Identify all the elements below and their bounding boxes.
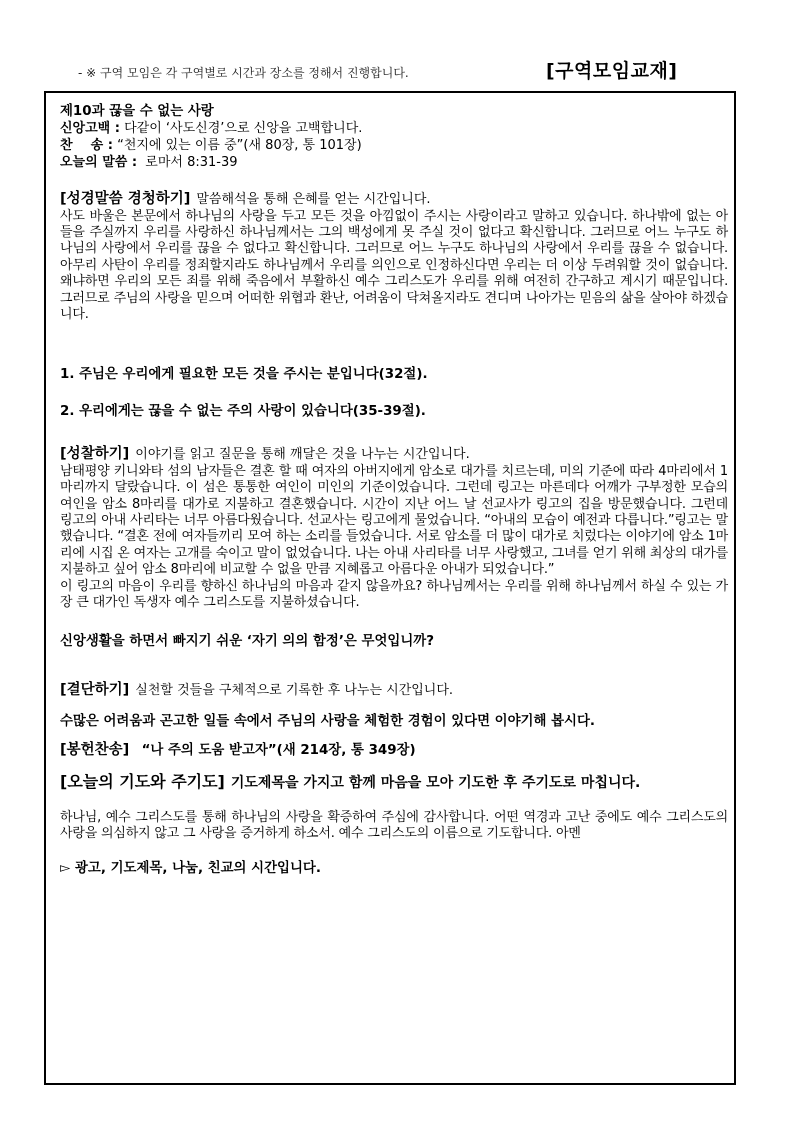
top-note: - ※ 구역 모임은 각 구역별로 시간과 장소를 정해서 진행합니다.	[78, 66, 409, 80]
bible-study-section	[60, 191, 728, 323]
closing-note: ▻ 광고, 기도제목, 나눔, 친교의 시간입니다.	[60, 860, 321, 876]
point-2: 2. 우리에게는 끊을 수 없는 주의 사랑이 있습니다(35-39절).	[60, 403, 426, 419]
lesson-title: 제10과 끊을 수 없는 사랑	[60, 104, 214, 119]
decision-desc: 실천할 것들을 구체적으로 기록한 후 나누는 시간입니다.	[135, 683, 454, 698]
prayer-heading	[60, 771, 728, 793]
reflection-desc: 이야기를 읽고 질문을 통해 깨달은 것을 나누는 시간입니다.	[135, 447, 470, 463]
reflection-tag: [성찰하기]	[60, 446, 130, 463]
reflection-section	[60, 446, 728, 611]
lesson-content	[60, 103, 728, 877]
bible-study-body: 사도 바울은 본문에서 하나님의 사랑을 두고 모든 것을 아낌없이 주시는 사랑이라고 말하고 있습니다. 하나밖에 없는 아들을 주실까지 우리를 사랑하신 하나님께서는 그의 백성에게 못 주실 것이 없다고 확신합니다. 그러므로 어느 누구도 하나님의 사랑에서 우리를 끊을 수 없다고 확신합니다. 그러므로 어느 누구도 하나님의 사랑에서 우리를 끊을 수 없습니다. 아무리 사탄이 우리를 정죄할지라도 하나님께서 우리를 의인으로 인정하신다면 우리는 더 이상 두려워할 것이 없습니다. 왜냐하면 우리의 모든 죄를 위해 죽음에서 부활하신 예수 그리스도가 우리를 위해 여전히 간구하고 계시기 때문입니다. 그러므로 주님의 사랑을 믿으며 어떠한 위협과 환난, 어려움이 닥쳐올지라도 견디며 나아가는 믿음의 삶을 살아야 하겠습니다.	[60, 208, 728, 322]
scripture-label: 오늘의 말씀 :	[60, 155, 138, 170]
creed-line	[60, 120, 728, 137]
offering-hymn-line	[60, 742, 728, 760]
reflection-question: 신앙생활을 하면서 빠지기 쉬운 ‘자기 의의 함정’은 무엇입니까?	[60, 633, 434, 649]
decision-tag: [결단하기]	[60, 682, 130, 698]
point-1: 1. 주님은 우리에게 필요한 모든 것을 주시는 분입니다(32절).	[60, 367, 428, 383]
hymn-label: 찬 송 :	[60, 138, 113, 153]
bible-study-tag: [성경말씀 경청하기]	[60, 191, 191, 207]
offering-hymn-text: “나 주의 도움 받고자”(새 214장, 통 349장)	[141, 743, 416, 758]
offering-hymn-tag: [봉헌찬송]	[60, 742, 130, 758]
scripture-line	[60, 154, 728, 171]
prayer-tag: [오늘의 기도와 주기도]	[60, 771, 225, 791]
prayer-body: 하나님, 예수 그리스도를 통해 하나님의 사랑을 확증하여 주심에 감사합니다. 어떤 역경과 고난 중에도 예수 그리스도의 사랑을 의심하지 않고 그 사랑을 증거하게 하소서. 예수 그리스도의 이름으로 기도합니다. 아멘	[60, 810, 728, 842]
reflection-body: 남태평양 키니와타 섬의 남자들은 결혼 할 때 여자의 아버지에게 암소로 대가를 치르는데, 미의 기준에 따라 4마리에서 1마리까지 달랐습니다. 이 섬은 통통한 여인이 미인의 기준이었습니다. 그런데 링고는 마른데다 어깨가 구부정한 모습의 여인을 암소 8마리를 대가로 지불하고 결혼했습니다. 시간이 지난 어느 날 선교사가 링고의 집을 방문했습니다. 그런데 링고의 아내 사리타는 너무 아름다웠습니다. 선교사는 링고에게 물었습니다. “아내의 모습이 예전과 다릅니다.”링고는 말했습니다. “결혼 전에 여자들끼리 모여 하는 소리를 들었습니다. 서로 암소를 더 많이 대가로 치렀다는 이야기에 암소 1마리에 시집 온 여자는 고개를 숙이고 말이 없었습니다. 나는 아내 사리타를 너무 사랑했고, 그녀를 얻기 위해 최상의 대가를 지불하고 싶어 암소 8마리에 비교할 수 없을 만큼 지혜롭고 아름다운 아내가 되었습니다.”	[60, 463, 728, 578]
bible-study-desc: 말씀해석을 통해 은혜를 얻는 시간입니다.	[196, 192, 431, 207]
hymn-text: “천지에 있는 이름 중”(새 80장, 통 101장)	[112, 138, 362, 153]
creed-text: 다같이 ‘사도신경’으로 신앙을 고백합니다.	[119, 121, 363, 136]
reflection-body-2: 이 링고의 마음이 우리를 향하신 하나님의 마음과 같지 않을까요? 하나님께서는 우리를 위해 하나님께서 하실 수 있는 가장 큰 대가인 독생자 예수 그리스도를 지불하셨습니다.	[60, 578, 728, 611]
scripture-text: 로마서 8:31-39	[137, 155, 238, 170]
creed-label: 신앙고백 :	[60, 121, 120, 136]
document-title: [구역모임교재]	[546, 60, 678, 82]
decision-section	[60, 682, 728, 730]
decision-prompt: 수많은 어려움과 곤고한 일들 속에서 주님의 사랑을 체험한 경험이 있다면 이야기해 봅시다.	[60, 713, 595, 729]
hymn-line	[60, 137, 728, 154]
prayer-desc: 기도제목을 가지고 함께 마음을 모아 기도한 후 주기도로 마칩니다.	[230, 774, 641, 791]
